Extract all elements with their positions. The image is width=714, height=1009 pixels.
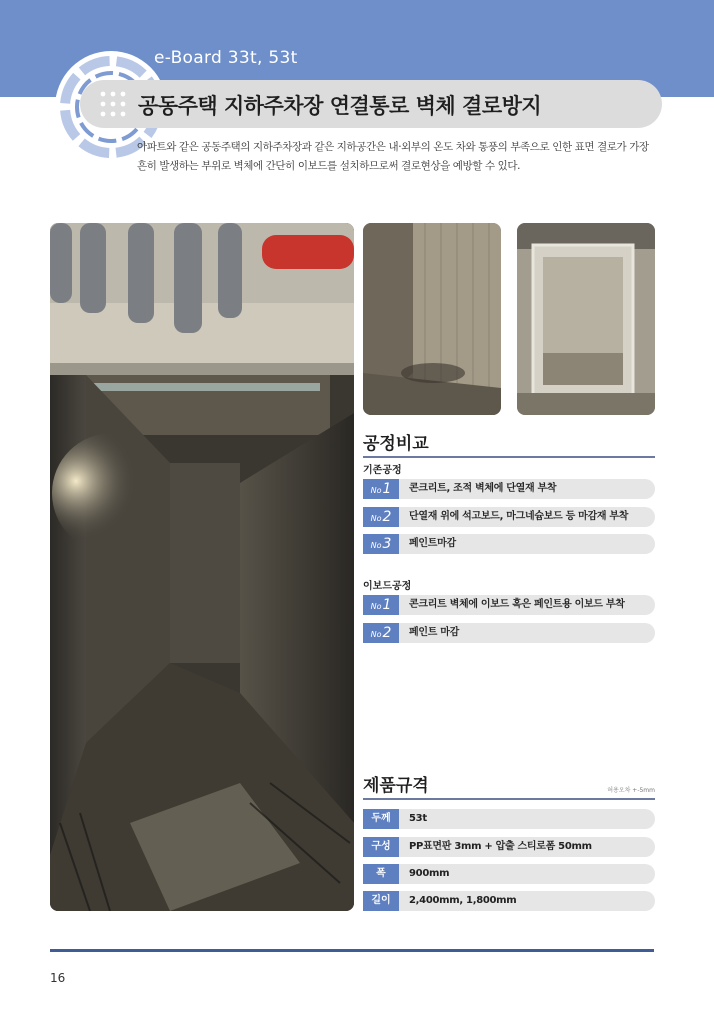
corridor-photo: [50, 223, 354, 911]
page-title: 공동주택 지하주차장 연결통로 벽체 결로방지: [138, 94, 542, 118]
spec-value: 900mm: [409, 868, 450, 879]
spec-label: 길이: [363, 891, 399, 911]
spec-label: 구성: [363, 837, 399, 857]
wall-photo-before: [363, 223, 501, 415]
eboard-process-label: 이보드공정: [363, 581, 412, 592]
comparison-heading: [363, 430, 655, 458]
step-badge: No 3: [363, 534, 399, 554]
existing-step-2: [363, 507, 655, 527]
step-badge: No 1: [363, 479, 399, 499]
footer-rule: [50, 949, 654, 952]
step-text: 콘크리트, 조적 벽체에 단열재 부착: [409, 483, 557, 494]
spec-title: 제품규격: [363, 776, 429, 796]
wall-photo-after: [517, 223, 655, 415]
spec-row-width: [363, 864, 655, 884]
spec-value: 2,400mm, 1,800mm: [409, 895, 517, 906]
eboard-step-2: [363, 623, 655, 643]
spec-heading: [363, 772, 655, 800]
spec-row-composition: [363, 837, 655, 857]
step-badge: No 1: [363, 595, 399, 615]
step-text: 콘크리트 벽체에 이보드 혹은 페인트용 이보드 부착: [409, 599, 625, 610]
intro-paragraph: 아파트와 같은 공동주택의 지하주차장과 같은 지하공간은 내·외부의 온도 차와 통풍의 부족으로 인한 표면 결로가 가장 흔히 발생하는 부위로 벽체에 간단히 이보드를 설치하므로써 결로현상을 예방할 수 있다.: [137, 141, 649, 172]
existing-step-3: [363, 534, 655, 554]
dot-grid-icon: [98, 89, 128, 119]
page-number: 16: [50, 971, 66, 985]
step-text: 페인트 마감: [409, 627, 459, 638]
existing-step-1: [363, 479, 655, 499]
step-text: 페인트마감: [409, 538, 456, 549]
spec-row-length: [363, 891, 655, 911]
eboard-step-1: [363, 595, 655, 615]
existing-process-label: 기존공정: [363, 465, 402, 476]
step-badge: No 2: [363, 623, 399, 643]
step-badge: No 2: [363, 507, 399, 527]
product-tag: e-Board 33t, 53t: [154, 48, 298, 68]
spec-label: 두께: [363, 809, 399, 829]
spec-value: 53t: [409, 813, 427, 824]
comparison-title: 공정비교: [363, 434, 429, 454]
spec-label: 폭: [363, 864, 399, 884]
spec-value: PP표면판 3mm + 압출 스티로폼 50mm: [409, 841, 592, 852]
step-text: 단열재 위에 석고보드, 마그네슘보드 등 마감재 부착: [409, 511, 629, 522]
spec-row-thickness: [363, 809, 655, 829]
tolerance-note: 허용오차 +-5mm: [607, 787, 655, 794]
